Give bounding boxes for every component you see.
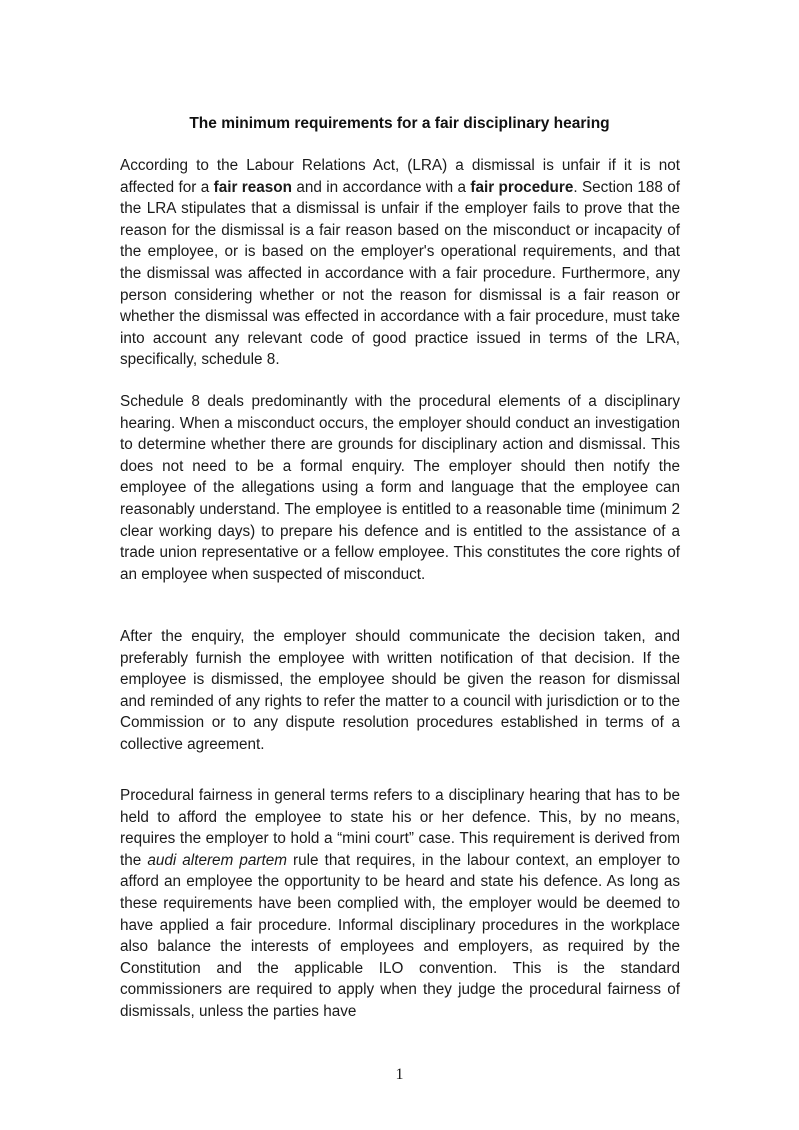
italic-term: audi alterem partem — [147, 851, 287, 869]
paragraph-4 — [120, 785, 680, 1023]
text-run: According to the Labour Relations Act, (LRA) a dismissal is unfair if it is not affected for a — [120, 157, 680, 196]
document-title: The minimum requirements for a fair disciplinary hearing — [189, 115, 610, 132]
text-run: Procedural fairness in general terms refers to a disciplinary hearing that has to be held to afford the employee to state his or her defence. This, by no means, requires the employer to hold a “mini court” case. This requirement is derived from the — [120, 787, 680, 869]
bold-term: fair procedure — [470, 178, 574, 196]
paragraph-1 — [120, 155, 680, 371]
page-number: 1 — [395, 1066, 404, 1083]
text-run: After the enquiry, the employer should communicate the decision taken, and preferably furnish the employee with written notification of that decision. If the employee is dismissed, the employee should be given the reason for dismissal and reminded of any rights to refer the matter to a council with jurisdiction or to the Commission or to any dispute resolution procedures established in terms of a collective agreement. — [120, 628, 680, 753]
text-run: Schedule 8 deals predominantly with the procedural elements of a disciplinary hearing. When a misconduct occurs, the employer should conduct an investigation to determine whether there are grounds for disciplinary action and dismissal. This does not need to be a formal enquiry. The employer should then notify the employee of the allegations using a form and language that the employee can reasonably understand. The employee is entitled to a reasonable time (minimum 2 clear working days) to prepare his defence and is entitled to the assistance of a trade union representative or a fellow employee. This constitutes the core rights of an employee when suspected of misconduct. — [120, 393, 680, 583]
bold-term: fair reason — [213, 178, 292, 196]
paragraph-2 — [120, 391, 680, 585]
text-run: . Section 188 of the LRA stipulates that a dismissal is unfair if the employer fails to prove that the reason for the dismissal is a fair reason based on the misconduct or incapacity of the employee, or is based on the employer's operational requirements, and that the dismissal was affected in accordance with a fair procedure. Furthermore, any person considering whether or not the reason for dismissal is a fair reason or whether the dismissal was effected in accordance with a fair procedure, must take into account any relevant code of good practice issued in terms of the LRA, specifically, schedule 8. — [120, 178, 681, 369]
text-run: rule that requires, in the labour context, an employer to afford an employee the opportunity to be heard and state his defence. As long as these requirements have been complied with, the employer would be deemed to have applied a fair procedure. Informal disciplinary procedures in the workplace also balance the interests of employees and employers, as required by the Constitution and the applicable ILO convention. This is the standard commissioners are required to apply when they judge the procedural fairness of dismissals, unless the parties have — [120, 851, 681, 1020]
paragraph-3 — [120, 626, 680, 756]
text-run: and in accordance with a — [291, 178, 471, 196]
